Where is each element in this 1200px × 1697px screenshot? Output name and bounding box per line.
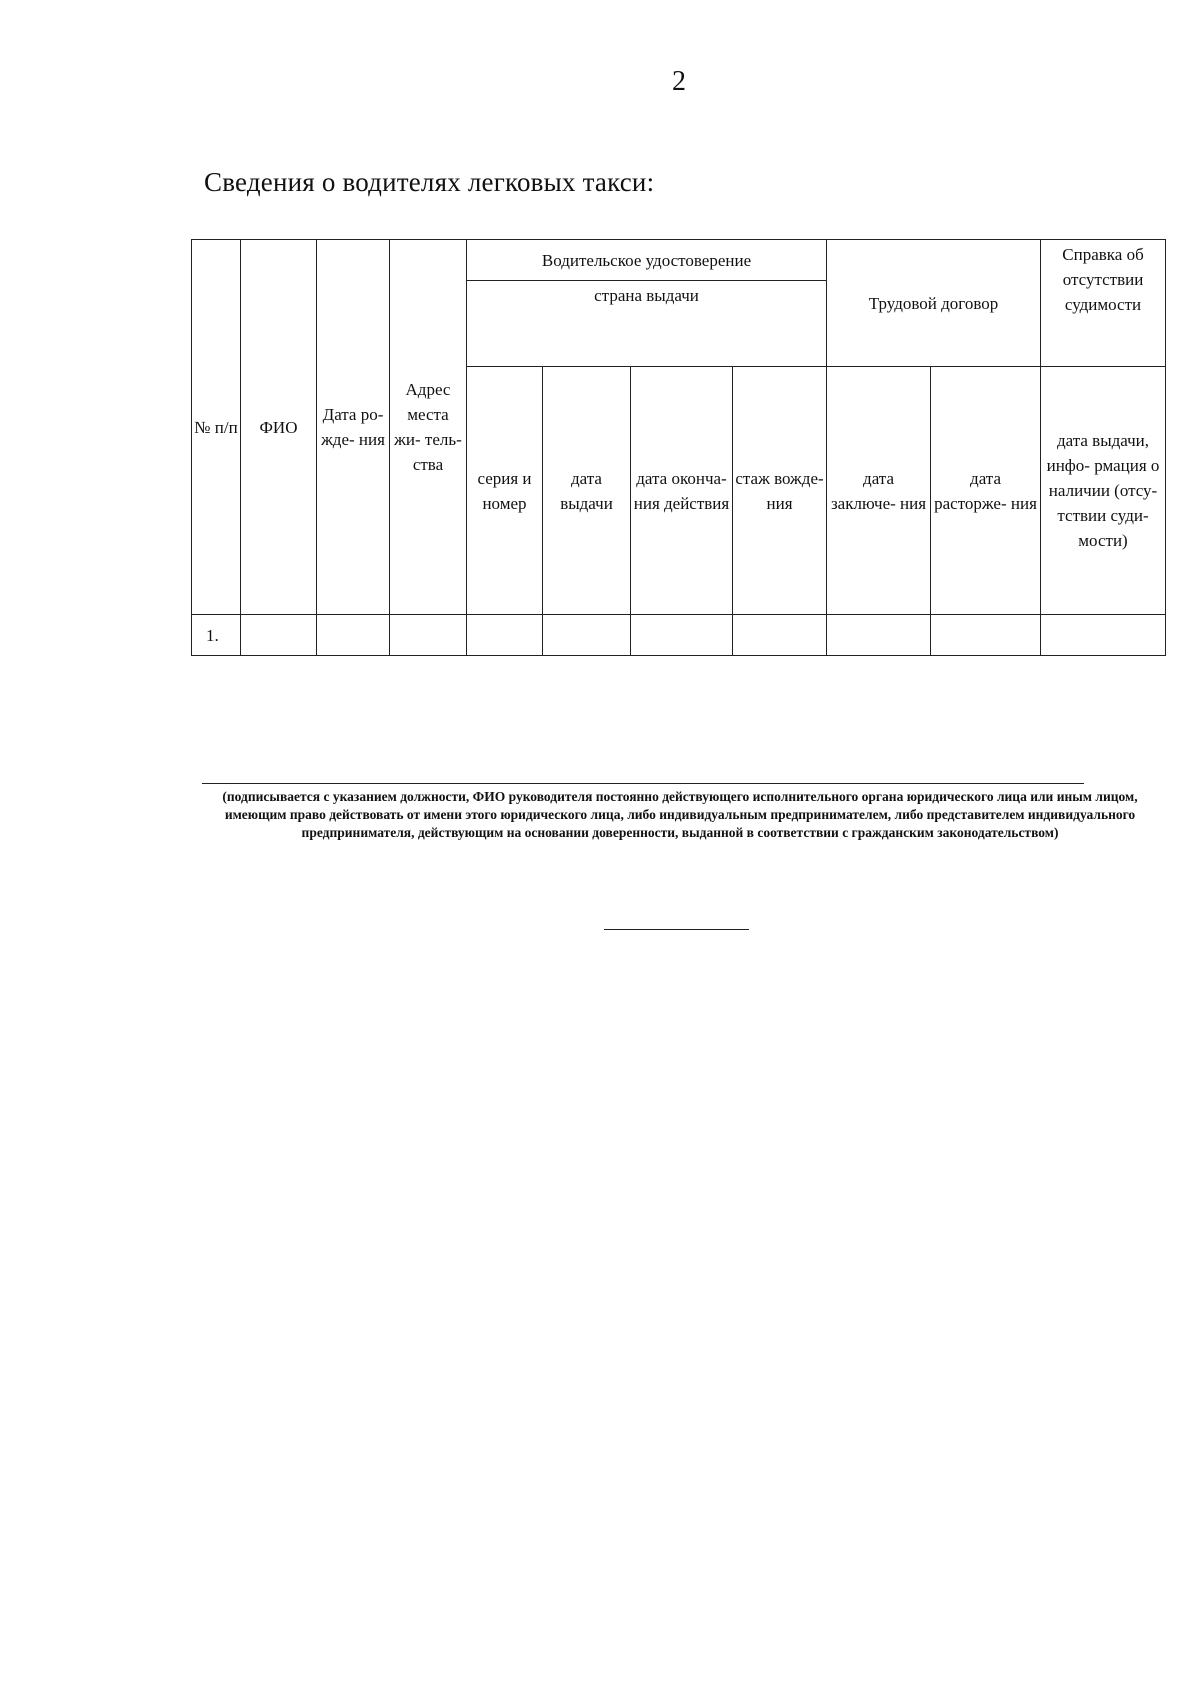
drivers-table-wrapper bbox=[191, 239, 1165, 656]
header-address: Адрес места жи- тель- ства bbox=[390, 240, 467, 615]
signature-note: (подписывается с указанием должности, ФИО руководителя постоянно действующего исполнительного органа юридического лица или иным лицом, имеющим право действовать от имени этого юридического лица, либо индивидуальным предпринимателем, либо представителем индивидуального предпринимателя, действующим на основании доверенности, выданной в соответствии с гражданским законодательством) bbox=[222, 789, 1138, 840]
drivers-table bbox=[191, 239, 1166, 656]
cell-address bbox=[390, 615, 467, 656]
header-fio: ФИО bbox=[241, 240, 317, 615]
header-num: № п/п bbox=[192, 240, 241, 615]
cell-num: 1. bbox=[192, 615, 241, 656]
header-certificate-details: дата выдачи, инфо- рмация о наличии (отсу- тствии суди- мости) bbox=[1041, 367, 1166, 615]
header-row-top bbox=[192, 240, 1166, 281]
page-number: 2 bbox=[672, 66, 686, 97]
signature-line bbox=[202, 783, 1084, 784]
cell-birth-date bbox=[317, 615, 390, 656]
header-contract-group: Трудовой договор bbox=[827, 240, 1041, 367]
header-birth-date: Дата ро- жде- ния bbox=[317, 240, 390, 615]
header-contract-end: дата расторже- ния bbox=[931, 367, 1041, 615]
header-license-group: Водительское удостоверение bbox=[467, 240, 827, 281]
header-license-country: страна выдачи bbox=[467, 281, 827, 367]
header-certificate-group: Справка об отсутствии судимости bbox=[1041, 240, 1166, 367]
header-license-series: серия и номер bbox=[467, 367, 543, 615]
cell-driving-experience bbox=[733, 615, 827, 656]
cell-certificate bbox=[1041, 615, 1166, 656]
cell-contract-start bbox=[827, 615, 931, 656]
cell-license-issue-date bbox=[543, 615, 631, 656]
document-title: Сведения о водителях легковых такси: bbox=[204, 167, 655, 197]
table-row bbox=[192, 615, 1166, 656]
separator-line bbox=[604, 929, 749, 930]
header-driving-experience: стаж вожде- ния bbox=[733, 367, 827, 615]
header-license-issue-date: дата выдачи bbox=[543, 367, 631, 615]
cell-contract-end bbox=[931, 615, 1041, 656]
header-contract-start: дата заключе- ния bbox=[827, 367, 931, 615]
header-license-expiry-date: дата оконча- ния действия bbox=[631, 367, 733, 615]
cell-license-series bbox=[467, 615, 543, 656]
cell-license-expiry-date bbox=[631, 615, 733, 656]
cell-fio bbox=[241, 615, 317, 656]
